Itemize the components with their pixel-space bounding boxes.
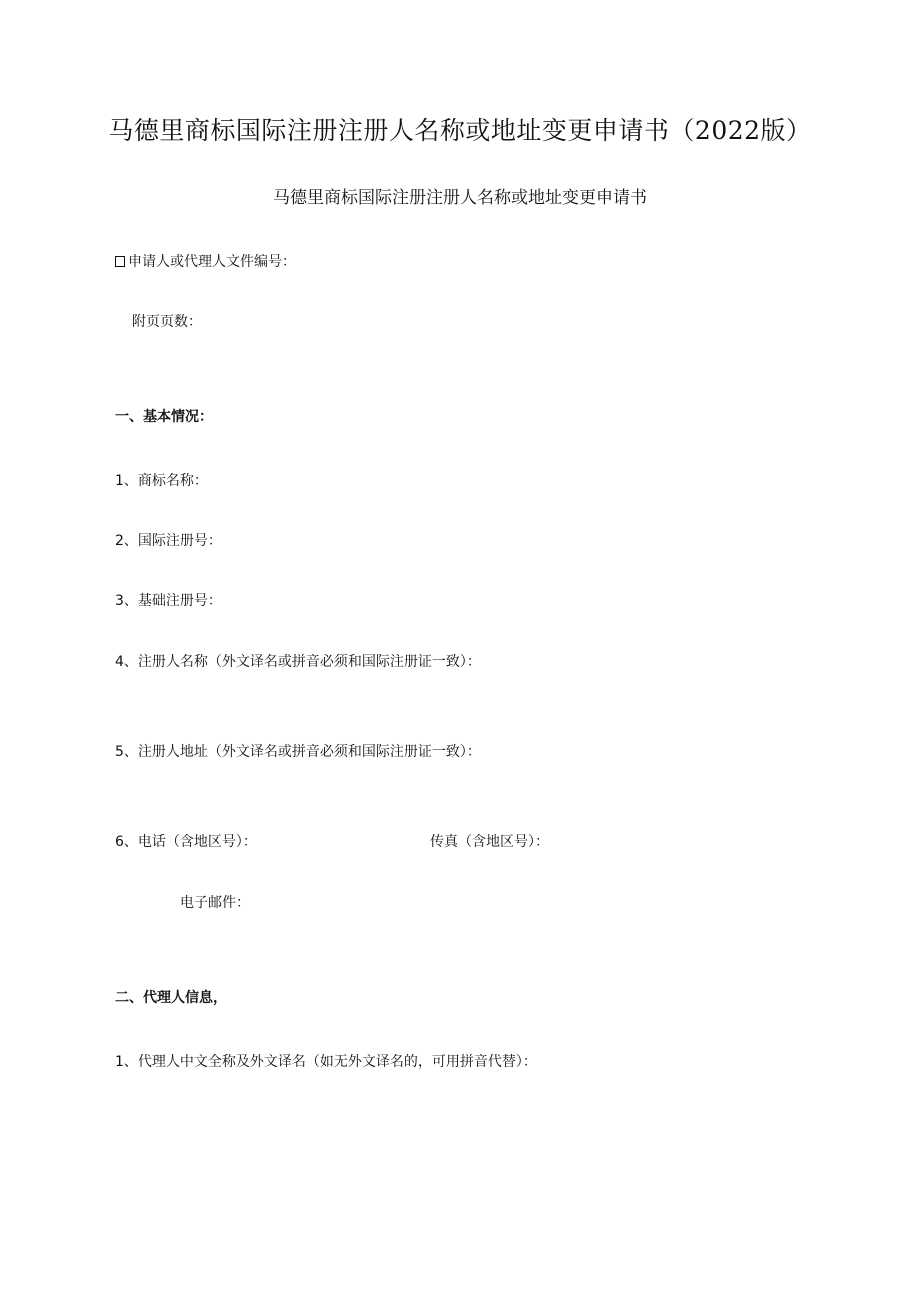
- checkbox-icon[interactable]: [115, 256, 125, 267]
- section1-item-1: 1、商标名称：: [115, 473, 208, 489]
- section1-item-6: 6、电话（含地区号）：: [115, 834, 257, 850]
- section1-heading: 一、基本情况：: [115, 409, 213, 425]
- email-label: 电子邮件：: [180, 895, 250, 911]
- file-number-line: [115, 255, 296, 269]
- fax-label: 传真（含地区号）：: [430, 834, 549, 850]
- section1-item-2: 2、国际注册号：: [115, 533, 222, 549]
- section2-heading: 二、代理人信息，: [115, 990, 227, 1006]
- attached-pages-label: 附页页数：: [132, 314, 202, 330]
- document-subtitle: 马德里商标国际注册注册人名称或地址变更申请书: [273, 188, 647, 208]
- section1-item-3: 3、基础注册号：: [115, 593, 222, 609]
- section1-item-5: 5、注册人地址（外文译名或拼音必须和国际注册证一致）：: [115, 744, 481, 760]
- section1-item-4: 4、注册人名称（外文译名或拼音必须和国际注册证一致）：: [115, 654, 481, 670]
- section2-item-1: 1、代理人中文全称及外文译名（如无外文译名的，可用拼音代替）：: [115, 1054, 537, 1070]
- file-number-label: 申请人或代理人文件编号：: [128, 254, 296, 270]
- document-title: 马德里商标国际注册注册人名称或地址变更申请书（2022版）: [108, 116, 812, 145]
